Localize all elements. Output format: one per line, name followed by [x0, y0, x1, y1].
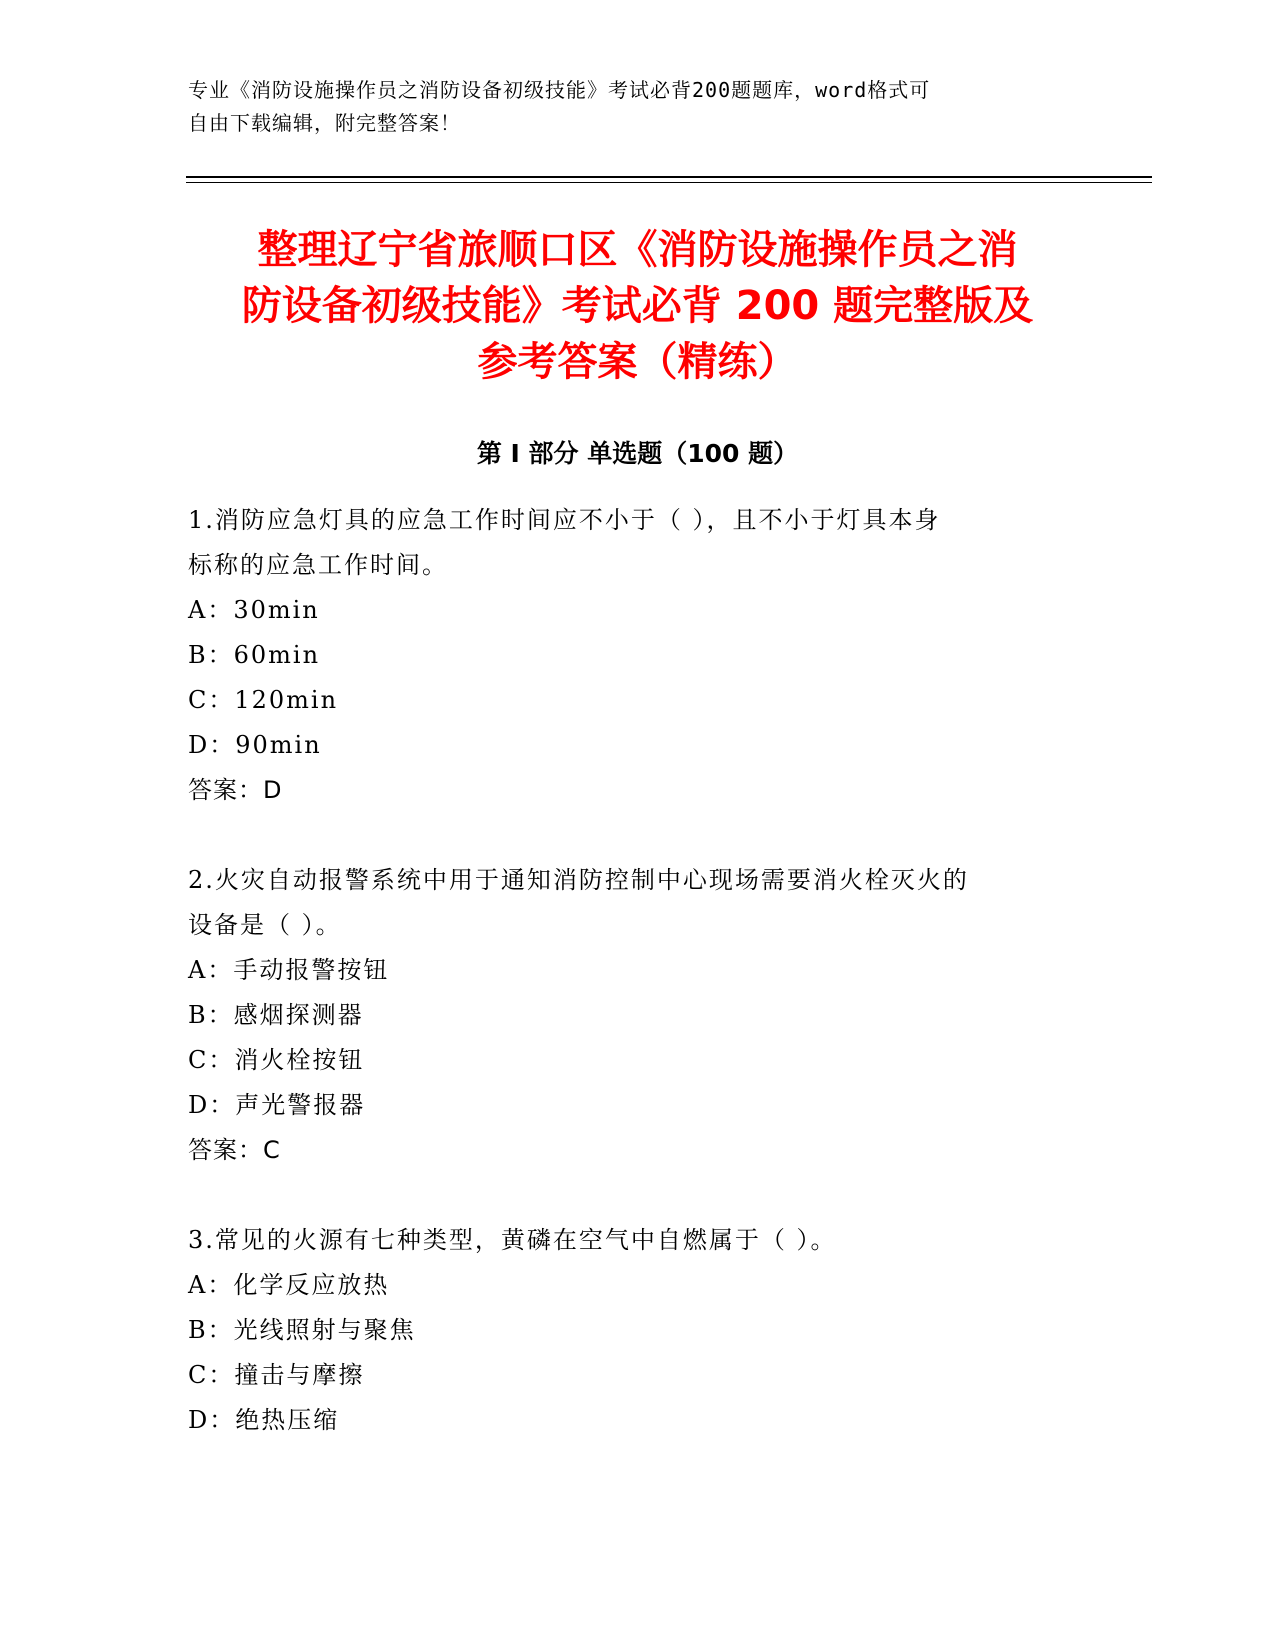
question-3 — [188, 1218, 1068, 1443]
header-note-line: 专业《消防设施操作员之消防设备初级技能》考试必背200题题库，word格式可 — [188, 78, 931, 102]
option-a: A：手动报警按钮 — [188, 956, 390, 984]
option-b: B：光线照射与聚焦 — [188, 1316, 416, 1344]
document-title-line: 整理辽宁省旅顺口区《消防设施操作员之消 — [257, 227, 1018, 273]
option-d: D：90min — [188, 731, 322, 759]
answer: 答案：C — [188, 1136, 281, 1164]
question-stem: 2.火灾自动报警系统中用于通知消防控制中心现场需要消火栓灭火的 — [188, 866, 969, 894]
option-a: A：30min — [188, 596, 320, 624]
header-divider-thick — [186, 176, 1152, 178]
option-a: A：化学反应放热 — [188, 1271, 390, 1299]
option-b: B：60min — [188, 641, 321, 669]
document-title — [140, 222, 1135, 390]
header-note-line: 自由下载编辑，附完整答案！ — [188, 111, 461, 135]
document-title-line: 防设备初级技能》考试必背 200 题完整版及 — [241, 283, 1034, 329]
header-note — [188, 74, 1068, 140]
document-title-line: 参考答案（精练） — [477, 339, 798, 385]
question-stem: 标称的应急工作时间。 — [188, 551, 448, 579]
option-c: C：消火栓按钮 — [188, 1046, 365, 1074]
header-divider-thin — [186, 182, 1152, 183]
question-2 — [188, 858, 1068, 1173]
question-stem: 设备是（ ）。 — [188, 911, 342, 939]
option-c: C：120min — [188, 686, 339, 714]
question-stem: 3.常见的火源有七种类型，黄磷在空气中自燃属于（ ）。 — [188, 1226, 837, 1254]
question-stem: 1.消防应急灯具的应急工作时间应不小于（ ），且不小于灯具本身 — [188, 506, 941, 534]
option-c: C：撞击与摩擦 — [188, 1361, 365, 1389]
answer: 答案：D — [188, 776, 283, 804]
option-d: D：绝热压缩 — [188, 1406, 340, 1434]
section-title: 第 I 部分 单选题（100 题） — [476, 439, 799, 468]
question-1 — [188, 498, 1068, 813]
option-b: B：感烟探测器 — [188, 1001, 364, 1029]
option-d: D：声光警报器 — [188, 1091, 366, 1119]
